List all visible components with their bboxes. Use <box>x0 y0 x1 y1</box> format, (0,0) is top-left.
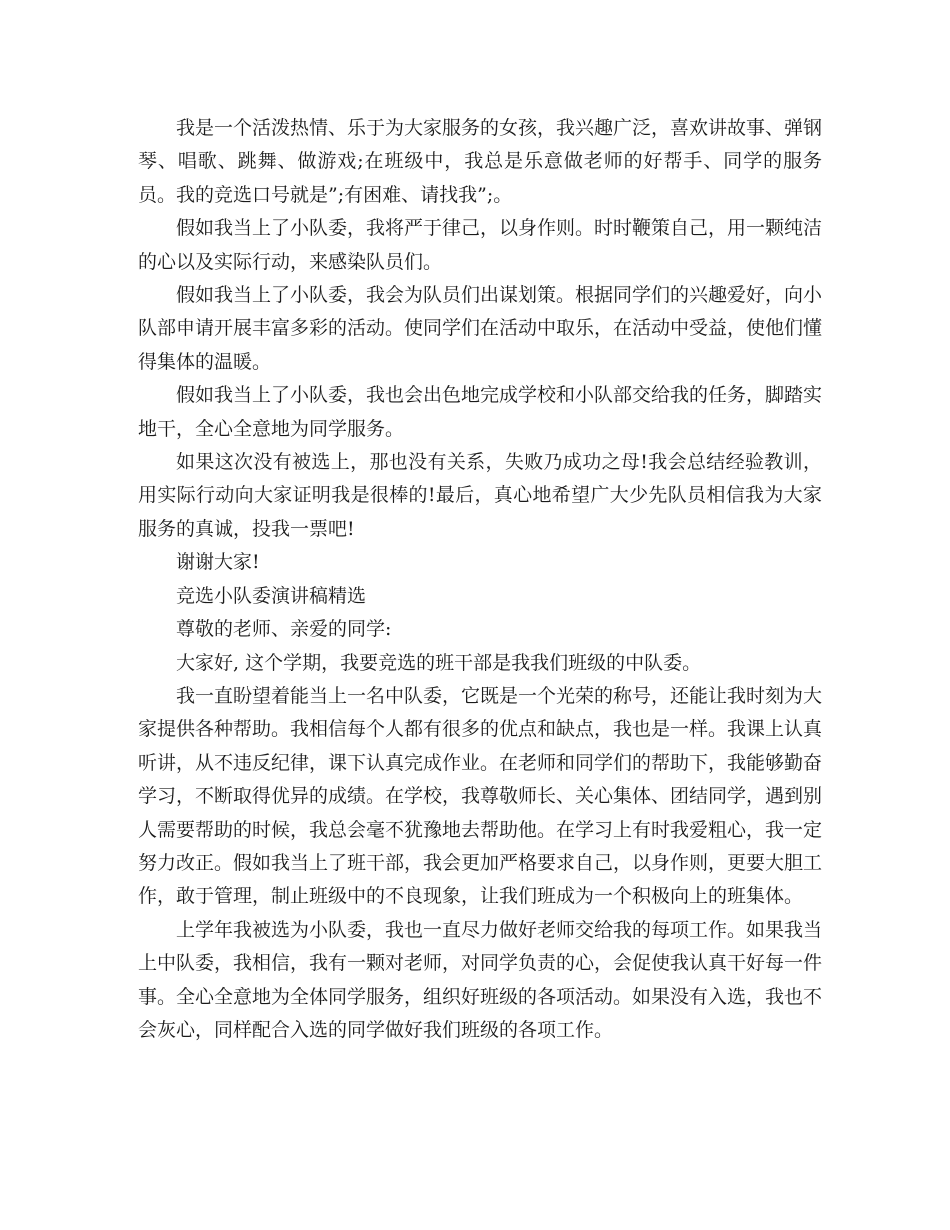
paragraph-experience: 上学年我被选为小队委，我也一直尽力做好老师交给我的每项工作。如果我当上中队委，我相信，我有一颗对老师，对同学负责的心，会促使我认真干好每一件事。全心全意地为全体同学服务，组织好班级的各项活动。如果没有入选，我也不会灰心，同样配合入选的同学做好我们班级的各项工作。 <box>138 918 823 1041</box>
paragraph-tasks: 假如我当上了小队委，我也会出色地完成学校和小队部交给我的任务，脚踏实地干，全心全意地为同学服务。 <box>138 384 823 440</box>
document-body <box>138 112 822 1047</box>
paragraph-activities: 假如我当上了小队委，我会为队员们出谋划策。根据同学们的兴趣爱好，向小队部申请开展丰富多彩的活动。使同学们在活动中取乐，在活动中受益，使他们懂得集体的温暖。 <box>138 284 823 373</box>
paragraph-greeting: 大家好, 这个学期，我要竞选的班干部是我我们班级的中队委。 <box>176 651 702 674</box>
paragraph-thanks: 谢谢大家! <box>176 551 260 574</box>
paragraph-discipline: 假如我当上了小队委，我将严于律己，以身作则。时时鞭策自己，用一颗纯洁的心以及实际行动，来感染队员们。 <box>138 217 823 273</box>
paragraph-qualities: 我一直盼望着能当上一名中队委，它既是一个光荣的称号，还能让我时刻为大家提供各种帮助。我相信每个人都有很多的优点和缺点，我也是一样。我课上认真听讲，从不违反纪律，课下认真完成作业。在老师和同学们的帮助下，我能够勤奋学习，不断取得优异的成绩。在学校，我尊敬师长、关心集体、团结同学，遇到别人需要帮助的时候，我总会毫不犹豫地去帮助他。在学习上有时我爱粗心，我一定努力改正。假如我当上了班干部，我会更加严格要求自己，以身作则，更要大胆工作，敢于管理，制止班级中的不良现象，让我们班成为一个积极向上的班集体。 <box>138 684 823 908</box>
salutation: 尊敬的老师、亲爱的同学: <box>176 618 392 641</box>
paragraph-closing: 如果这次没有被选上，那也没有关系，失败乃成功之母!我会总结经验教训，用实际行动向大家证明我是很棒的!最后，真心地希望广大少先队员相信我为大家服务的真诚，投我一票吧! <box>138 451 822 540</box>
section-heading: 竞选小队委演讲稿精选 <box>176 584 367 607</box>
paragraph-intro: 我是一个活泼热情、乐于为大家服务的女孩，我兴趣广泛，喜欢讲故事、弹钢琴、唱歌、跳舞、做游戏;在班级中，我总是乐意做老师的好帮手、同学的服务员。我的竞选口号就是”;有困难、请找我”;。 <box>138 117 823 206</box>
